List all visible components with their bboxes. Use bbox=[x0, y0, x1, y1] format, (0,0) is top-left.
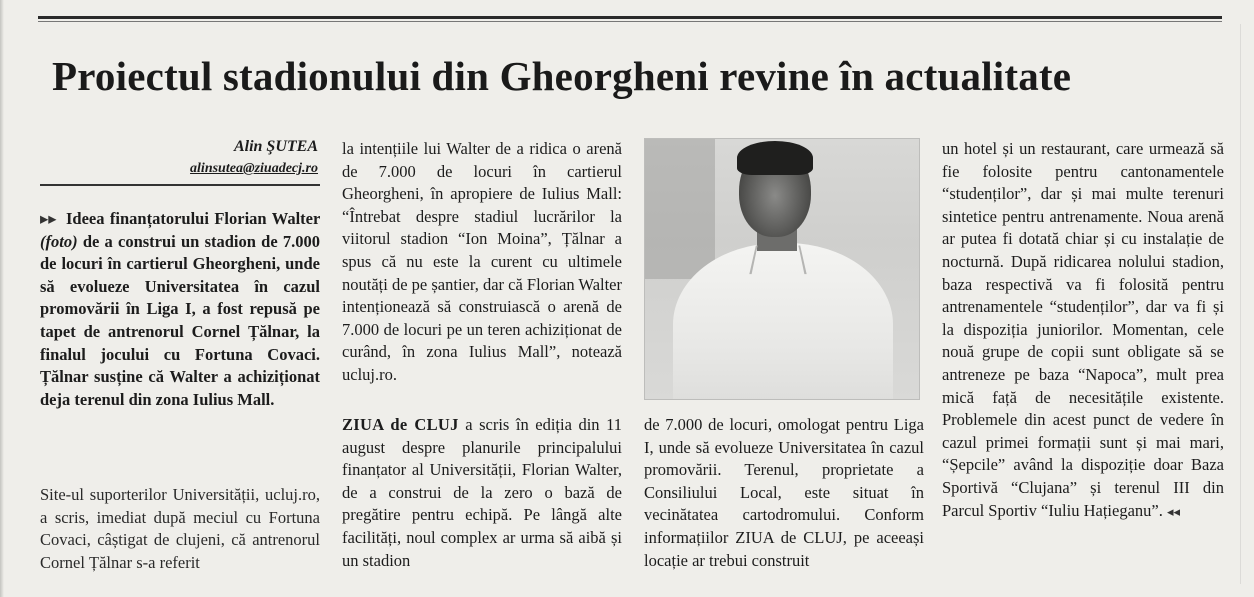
top-rule-thin bbox=[38, 21, 1222, 22]
byline-rule bbox=[40, 184, 320, 186]
body-column-2-top: la intențiile lui Walter de a ridica o arenă de 7.000 de locuri în cartierul Gheorgheni, în apropiere de Iulius Mall: “Întrebat despre stadiul lucrărilor la viitorul stadion “Ion Moina”, Țălnar a spus că nu este la curent cu ultimele noutăți de pe șantier, dar că Florian Walter intenționează să construiască o arenă de 7.000 de locuri pe un teren achiziționat de curând, în zona Iulius Mall”, notează ucluj.ro. bbox=[342, 139, 622, 384]
article-headline: Proiectul stadionului din Gheorgheni revine în actualitate bbox=[52, 53, 1072, 99]
adjacent-column-bleed bbox=[1240, 24, 1254, 584]
body-column-2-bottom bbox=[342, 414, 622, 572]
double-chevron-left-icon: ◂◂ bbox=[1166, 503, 1181, 519]
page-edge-shadow bbox=[0, 0, 4, 597]
body-column-3: de 7.000 de locuri, omologat pentru Liga I, unde să evolueze Universitatea în cazul promovării. Terenul, proprietate a Consiliului Local, este situat în vecinătatea cartodromului. Conform informațiilor ZIUA de CLUJ, pe aceeași locație ar trebui construit bbox=[644, 415, 924, 570]
byline bbox=[40, 136, 318, 180]
top-rule bbox=[38, 16, 1222, 19]
body-column-4-text: un hotel și un restaurant, care urmează să fie folosite pentru cantonamentele “studenților”, dar și mai multe terenuri sintetice pentru antrenamente. Noua arenă ar putea fi dotată chiar și cu instalație de nocturnă. După ridicarea nolului stadion, baza respectivă va fi folosită pentru antrenamentele “studenților”, dar va fi și la dispoziția juniorilor. Momentan, cele nouă grupe de copii sunt obligate să se antreneze pe baza “Napoca”, mult prea mică față de necesitățile existente. Problemele din acest punct de vedere în cazul primei formații sunt și mai mari, “Șepcile” având la dispoziție doar Baza Sportivă “Clujana” și terenul III din Parcul Sportiv “Iuliu Hațieganu”. bbox=[942, 139, 1224, 520]
article-lead bbox=[40, 208, 320, 411]
body-column-1: Site-ul suporterilor Universității, ucluj.ro, a scris, imediat după meciul cu Fortuna Covaci, câștigat de clujeni, că antrenorul Cornel Țălnar s-a referit bbox=[40, 485, 320, 572]
lead-text-1: Ideea finanțatorului Florian Walter bbox=[66, 209, 320, 228]
body-column-4 bbox=[942, 138, 1224, 523]
body-column-2-bottom-text: a scris în ediția din 11 august despre planurile principalului finanțator al Universității, Florian Walter, de a construi de la zero o bază de pregătire pentru echipă. Pe lângă alte facilități, noul complex ar urma să aibă și un stadion bbox=[342, 415, 622, 570]
newspaper-name: ZIUA de CLUJ bbox=[342, 415, 459, 434]
double-chevron-right-icon: ▸▸ bbox=[40, 209, 57, 228]
author-name: Alin ŞUTEA bbox=[233, 138, 318, 155]
lead-text-2: de a construi un stadion de 7.000 de locuri în cartierul Gheorgheni, unde să evolueze Universitatea în cazul promovării în Liga I, a fost repusă pe tapet de antrenorul Cornel Țălnar, la finalul jocului cu Fortuna Covaci. Țălnar susține că Walter a achiziționat deja terenul din zona Iulius Mall. bbox=[40, 231, 320, 409]
photo-credit-note: (foto) bbox=[40, 231, 78, 251]
article-photo bbox=[644, 138, 920, 400]
author-email[interactable]: alinsutea@ziuadecj.ro bbox=[190, 161, 318, 176]
